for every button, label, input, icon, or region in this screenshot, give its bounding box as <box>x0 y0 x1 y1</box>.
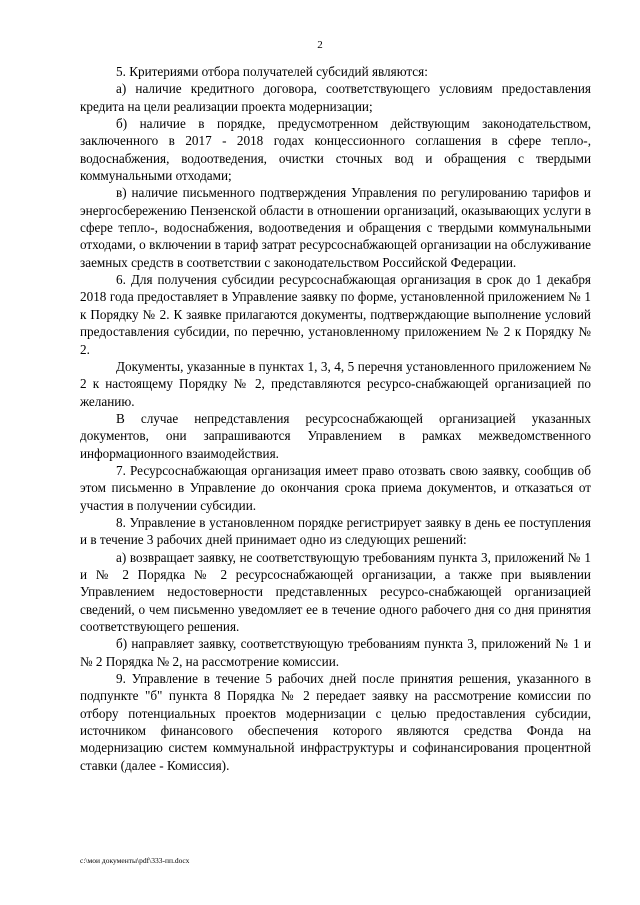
page-number: 2 <box>317 39 323 51</box>
paragraph-item-9: 9. Управление в течение 5 рабочих дней после принятия решения, указанного в подпункте "б" пункта 8 Порядка № 2 передает заявку на рассмотрение комиссии по отбору потенциальных проектов модернизации с целью предоставления субсидии, источником финансового обеспечения которого являются средства Фонда на модернизацию систем коммунальной инфраструктуры и софинансирования процентной ставки (далее - Комиссия). <box>80 671 591 773</box>
paragraph-decision-b: б) направляет заявку, соответствующую требованиям пункта 3, приложений № 1 и № 2 Порядка № 2, на рассмотрение комиссии. <box>80 636 591 669</box>
paragraph-item-7: 7. Ресурсоснабжающая организация имеет право отозвать свою заявку, сообщив об этом письменно в Управление до окончания срока приема документов, и отказаться от участия в получении субсидии. <box>80 462 591 513</box>
paragraph-item-6: 6. Для получения субсидии ресурсоснабжающая организация в срок до 1 декабря 2018 года предоставляет в Управление заявку по форме, установленной приложением № 1 к Порядку № 2. К заявке прилагаются документы, подтверждающие выполнение условий предоставления субсидии, по перечню, установленному приложением № 2 к Порядку № 2. <box>80 272 591 357</box>
paragraph-criterion-a: а) наличие кредитного договора, соответствующего условиям предоставления кредита на цели реализации проекта модернизации; <box>80 81 591 114</box>
paragraph-criterion-b: б) наличие в порядке, предусмотренном действующим законодательством, заключенного в 2017 - 2018 годах концессионного соглашения в сфере тепло-, водоснабжения, водоотведения, очистки сточных вод и обращения с твердыми коммунальными отходами; <box>80 116 591 184</box>
paragraph-criterion-c: в) наличие письменного подтверждения Управления по регулированию тарифов и энергосбережению Пензенской области в отношении организаций, оказывающих услуги в сфере тепло-, водоснабжения, водоотведения и обращения с твердыми коммунальными отходами, о включении в тариф затрат ресурсоснабжающей организации на обслуживание заемных средств в соответствии с законодательством Российской Федерации. <box>80 185 591 270</box>
paragraph-documents: Документы, указанные в пунктах 1, 3, 4, 5 перечня установленного приложением № 2 к настоящему Порядку № 2, представляются ресурсо-снабжающей организацией по желанию. <box>80 358 591 409</box>
footer-file-path: c:\мои документы\pdf\333-пп.docx <box>80 856 190 865</box>
paragraph-decision-a: а) возвращает заявку, не соответствующую требованиям пункта 3, приложений № 1 и № 2 Порядка № 2 ресурсоснабжающей организации, а также при выявлении Управлением недостоверности представленных ресурсо-снабжающей организацией сведений, о чем письменно уведомляет ее в течение одного рабочего дня со дня принятия соответствующего решения. <box>80 549 591 634</box>
paragraph-nonsubmission: В случае непредставления ресурсоснабжающей организацией указанных документов, они запрашиваются Управлением в рамках межведомственного информационного взаимодействия. <box>80 410 591 461</box>
paragraph-criteria-heading: 5. Критериями отбора получателей субсидий являются: <box>116 64 428 79</box>
paragraph-item-8: 8. Управление в установленном порядке регистрирует заявку в день ее поступления и в течение 3 рабочих дней принимает одно из следующих решений: <box>80 514 591 548</box>
document-body <box>80 63 591 774</box>
